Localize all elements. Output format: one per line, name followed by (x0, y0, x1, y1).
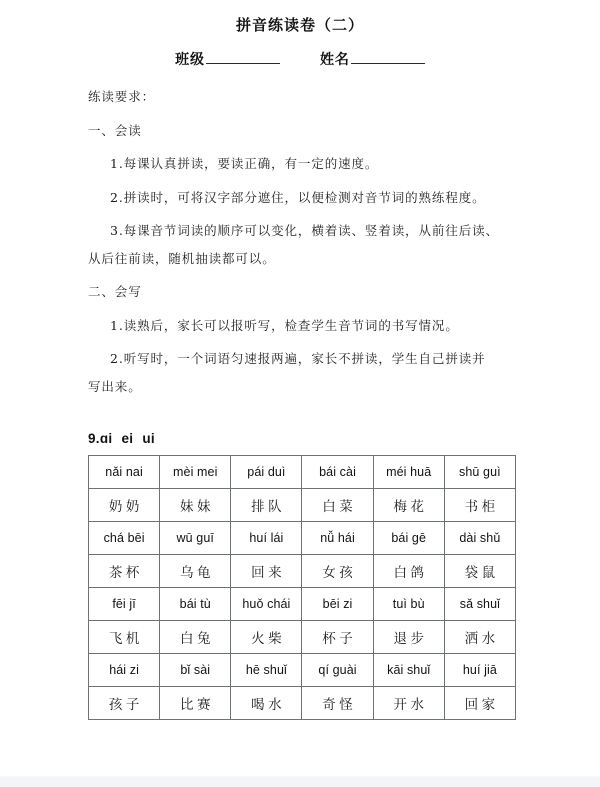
section-two-item-1: 1.读熟后，家长可以报听写，检查学生音节词的书写情况。 (110, 317, 459, 333)
section-two-item-2-line-1: 2.听写时，一个词语匀速报两遍，家长不拼读，学生自己拼读并 (110, 351, 486, 366)
student-id-line (0, 49, 600, 69)
table-row (89, 456, 516, 489)
section-two-item-2 (88, 353, 516, 393)
hanzi-cell: 妹妹 (160, 489, 231, 522)
pinyin-cell: hái zi (89, 654, 160, 687)
hanzi-cell: 排队 (231, 489, 302, 522)
pinyin-cell: mèi mei (160, 456, 231, 489)
pinyin-cell: tuì bù (373, 588, 444, 621)
pinyin-cell: bái cài (302, 456, 373, 489)
table-row (89, 555, 516, 588)
table-row (89, 489, 516, 522)
section-one-item-3-line-2: 从后往前读，随机抽读都可以。 (88, 250, 276, 266)
pinyin-cell: pái duì (231, 456, 302, 489)
pinyin-cell: hē shuǐ (231, 654, 302, 687)
table-row (89, 654, 516, 687)
lesson-number: 9. (88, 431, 100, 446)
pinyin-cell: kāi shuǐ (373, 654, 444, 687)
name-field-label: 姓名 (319, 52, 350, 68)
word-table-container (0, 455, 600, 720)
table-row (89, 588, 516, 621)
table-row (89, 522, 516, 555)
pinyin-cell: huí lái (231, 522, 302, 555)
pinyin-cell: bái tù (160, 588, 231, 621)
pinyin-cell: fēi jī (89, 588, 160, 621)
lesson-heading (0, 431, 600, 446)
hanzi-cell: 喝水 (231, 687, 302, 720)
scan-edge-strip (0, 776, 600, 787)
hanzi-cell: 比赛 (160, 687, 231, 720)
section-one-item-3-line-1: 3.每课音节词读的顺序可以变化，横着读、竖着读，从前往后读、 (110, 223, 499, 238)
hanzi-cell: 回来 (231, 555, 302, 588)
section-one-item-3 (88, 225, 516, 265)
pinyin-cell: sǎ shuǐ (444, 588, 515, 621)
table-row (89, 621, 516, 654)
lesson-final-1: ɑi (99, 431, 113, 446)
lesson-final-2: ei (121, 431, 134, 446)
hanzi-cell: 孩子 (89, 687, 160, 720)
section-heading-two: 二、会写 (88, 284, 142, 299)
hanzi-cell: 乌龟 (160, 555, 231, 588)
pinyin-cell: wū guī (160, 522, 231, 555)
hanzi-cell: 书柜 (444, 489, 515, 522)
hanzi-cell: 女孩 (302, 555, 373, 588)
hanzi-cell: 白兔 (160, 621, 231, 654)
pinyin-cell: nǚ hái (302, 522, 373, 555)
section-two-item-2-line-2: 写出来。 (88, 378, 142, 394)
pinyin-cell: huǒ chái (231, 588, 302, 621)
pinyin-cell: méi huā (373, 456, 444, 489)
hanzi-cell: 飞机 (89, 621, 160, 654)
word-table (88, 455, 516, 720)
hanzi-cell: 开水 (373, 687, 444, 720)
name-field[interactable] (320, 49, 425, 69)
class-field-blank[interactable] (206, 50, 280, 64)
pinyin-cell: dài shǔ (444, 522, 515, 555)
hanzi-cell: 袋鼠 (444, 555, 515, 588)
page-title: 拼音练读卷（二） (235, 16, 364, 34)
hanzi-cell: 回家 (444, 687, 515, 720)
section-one-item-1: 1.每课认真拼读，要读正确，有一定的速度。 (110, 156, 379, 171)
pinyin-cell: huí jiā (444, 654, 515, 687)
hanzi-cell: 白菜 (302, 489, 373, 522)
hanzi-cell: 奇怪 (302, 687, 373, 720)
class-field[interactable] (175, 49, 280, 69)
pinyin-cell: chá bēi (89, 522, 160, 555)
hanzi-cell: 洒水 (444, 621, 515, 654)
class-field-label: 班级 (175, 52, 206, 68)
hanzi-cell: 退步 (373, 621, 444, 654)
pinyin-cell: bǐ sài (160, 654, 231, 687)
pinyin-cell: bēi zi (302, 588, 373, 621)
hanzi-cell: 火柴 (231, 621, 302, 654)
section-one-item-2: 2.拼读时，可将汉字部分遮住，以便检测对音节词的熟练程度。 (110, 189, 486, 205)
hanzi-cell: 杯子 (302, 621, 373, 654)
section-heading-one: 一、会读 (88, 122, 142, 138)
hanzi-cell: 茶杯 (89, 555, 160, 588)
requirements-label: 练读要求： (88, 89, 156, 104)
hanzi-cell: 奶奶 (89, 489, 160, 522)
pinyin-cell: shū guì (444, 456, 515, 489)
hanzi-cell: 梅花 (373, 489, 444, 522)
instructions-block (0, 91, 600, 393)
word-table-body (89, 456, 516, 720)
pinyin-cell: qí guài (302, 654, 373, 687)
lesson-final-3: ui (142, 431, 155, 446)
name-field-blank[interactable] (351, 50, 425, 64)
table-row (89, 687, 516, 720)
pinyin-cell: bái gē (373, 522, 444, 555)
hanzi-cell: 白鸽 (373, 555, 444, 588)
pinyin-cell: nǎi nai (89, 456, 160, 489)
